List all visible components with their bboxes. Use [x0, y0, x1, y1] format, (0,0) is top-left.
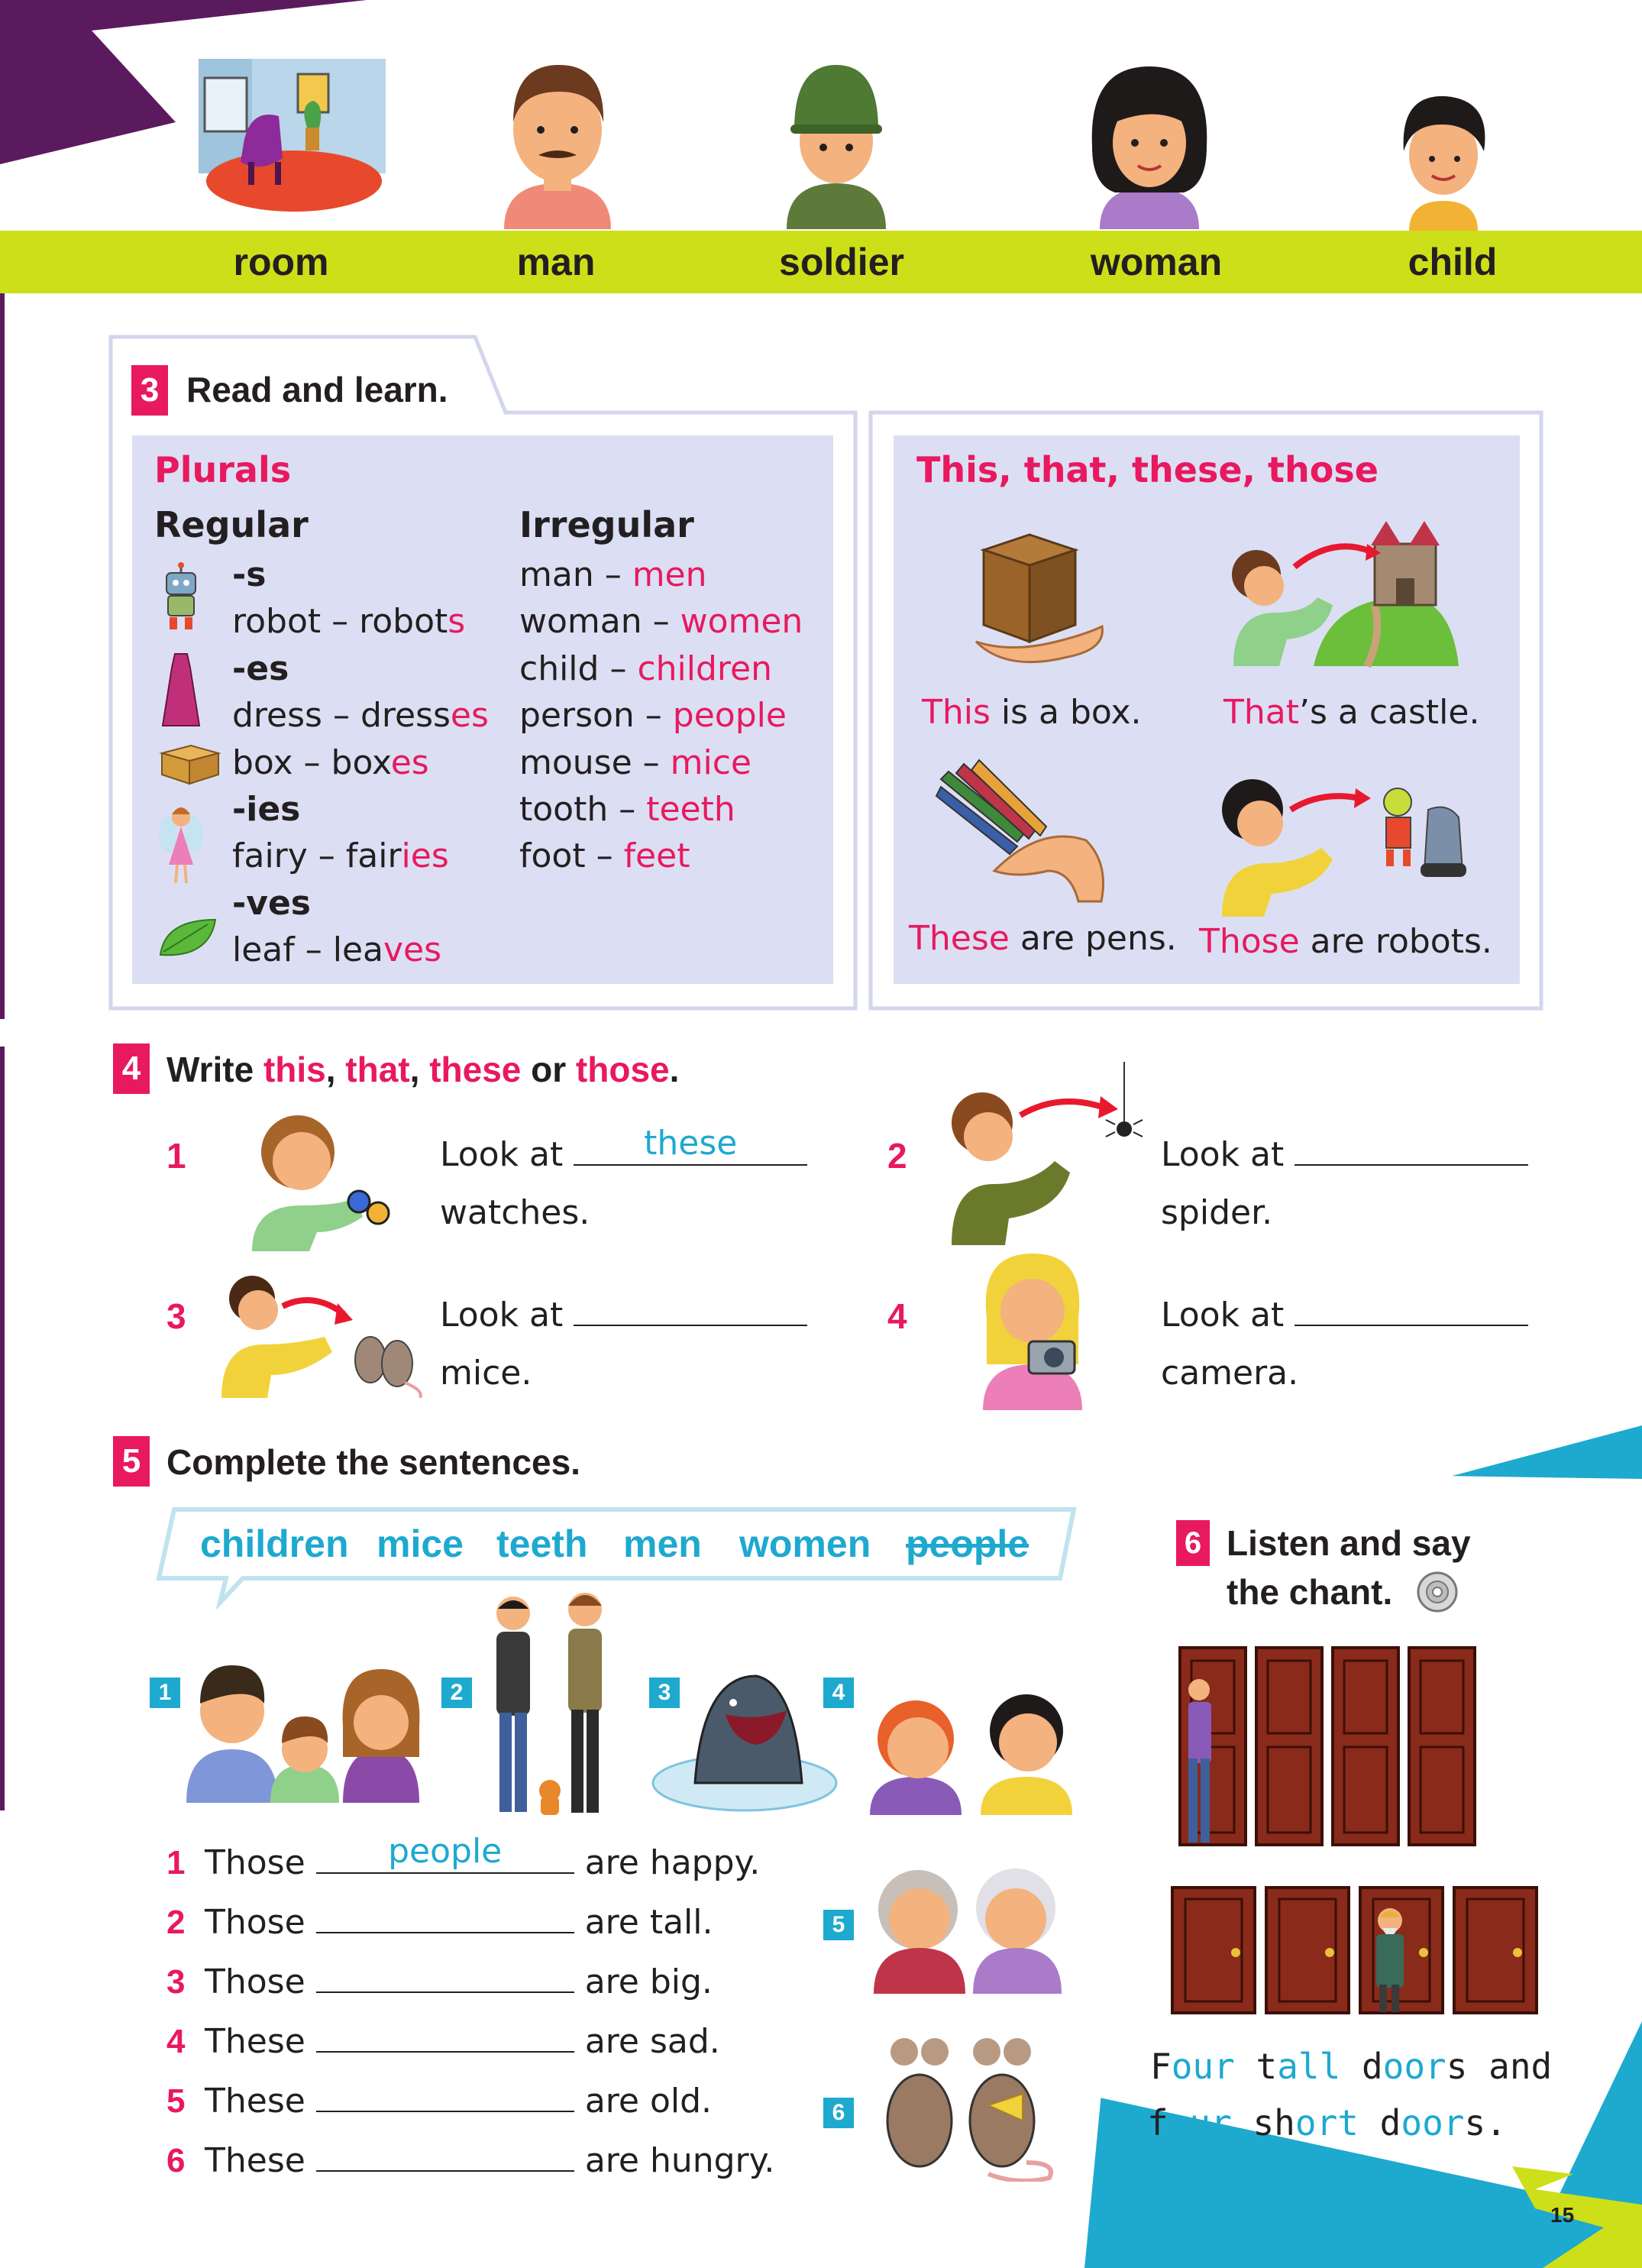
regular-item-fairy: fairy – fairies: [232, 836, 449, 875]
ex5-sentence-1: 1 Those people are happy.: [166, 1832, 761, 1882]
chant-line-2-part-4: ort: [1295, 2102, 1359, 2143]
ex4-answer-blank-1[interactable]: [574, 1124, 807, 1166]
ex5-number-badge: 5: [113, 1436, 150, 1487]
chant-line-1-part-1: F: [1150, 2046, 1172, 2087]
irregular-item-foot: foot – feet: [519, 836, 690, 875]
ex4-item-1-text: Look at these watches.: [440, 1126, 807, 1242]
robot-icon: [159, 562, 203, 633]
left-edge-stripe: [0, 293, 5, 1019]
dress-icon: [162, 652, 200, 729]
pens-in-hand-picture: [933, 756, 1109, 909]
irregular-item-mouse: mouse – mice: [519, 743, 752, 782]
ex5-answer-blank-1[interactable]: [316, 1832, 574, 1874]
boy-pointing-at-castle-picture: [1222, 513, 1459, 681]
ex5-answer-blank-5[interactable]: [316, 2082, 574, 2112]
ex5-pic-label-6: 6: [823, 2098, 854, 2128]
ex4-number-badge: 4: [113, 1043, 150, 1094]
tall-doors-picture: [1176, 1644, 1482, 1850]
irregular-item-child: child – children: [519, 649, 772, 688]
ex4-item-2-number: 2: [887, 1136, 907, 1176]
regular-item-robot: robot – robots: [232, 602, 466, 641]
left-edge-stripe-lower: [0, 1047, 5, 1810]
ex4-answer-1: these: [644, 1124, 738, 1163]
ex3-number-badge: 3: [131, 365, 168, 416]
regular-item-leaf: leaf – leaves: [232, 930, 442, 969]
ex5-pic-label-1: 1: [150, 1678, 180, 1708]
ex5-title: Complete the sentences.: [166, 1442, 580, 1482]
chant-line-2-part-5: d: [1358, 2102, 1401, 2143]
sad-children-picture: [866, 1678, 1080, 1815]
ex4-answer-blank-3[interactable]: [574, 1296, 807, 1326]
suffix-ves: -ves: [232, 884, 311, 923]
vocab-word-soldier: soldier: [779, 241, 904, 283]
ex5-sentence-2: 2 Those are tall.: [166, 1903, 713, 1942]
box-in-hand-picture: [961, 527, 1106, 680]
ex4-item-1-number: 1: [166, 1136, 186, 1176]
chant-line-1-part-7: s and: [1446, 2046, 1553, 2087]
irregular-heading: Irregular: [519, 504, 694, 545]
woman-picture: [1084, 63, 1214, 229]
shark-picture: [649, 1668, 840, 1813]
ex6-title-line2: the chant.: [1227, 1572, 1393, 1612]
ex4-item-4-text: Look at camera.: [1161, 1286, 1528, 1403]
suffix-ies: -ies: [232, 790, 301, 829]
leaf-icon: [157, 917, 218, 959]
short-doors-picture: [1168, 1884, 1543, 2018]
ex4-item-3-number: 3: [166, 1296, 186, 1336]
vocab-word-man: man: [516, 241, 596, 283]
vocab-word-room: room: [233, 241, 329, 283]
girl-pointing-at-robots-picture: [1191, 764, 1497, 917]
irregular-item-woman: woman – women: [519, 602, 803, 641]
box-icon: [156, 739, 221, 785]
demo-sentence-this: This is a box.: [922, 693, 1142, 732]
tall-men-picture: [477, 1590, 622, 1820]
irregular-item-man: man – men: [519, 555, 707, 594]
ex5-sentence-5: 5 These are old.: [166, 2082, 713, 2121]
irregular-item-tooth: tooth – teeth: [519, 790, 735, 829]
chant-line-2: [1147, 2095, 1507, 2151]
girl-with-camera-picture: [964, 1250, 1101, 1410]
ex5-sentence-3: 3 Those are big.: [166, 1962, 713, 2001]
word-box-word-teeth: teeth: [496, 1522, 588, 1565]
ex4-title: Write this, that, these or those.: [166, 1050, 680, 1089]
fairy-icon: [157, 804, 205, 888]
demo-sentence-that: That’s a castle.: [1223, 693, 1480, 732]
hungry-mice-picture: [874, 2021, 1057, 2182]
vocab-word-woman: woman: [1090, 241, 1223, 283]
irregular-item-person: person – people: [519, 696, 787, 735]
word-box-word-mice: mice: [377, 1522, 464, 1565]
room-picture: [191, 55, 393, 215]
old-women-picture: [866, 1856, 1072, 1994]
man-picture: [496, 57, 619, 229]
happy-family-picture: [186, 1658, 431, 1803]
ex5-sentence-4: 4 These are sad.: [166, 2022, 720, 2061]
ex5-answer-blank-6[interactable]: [316, 2141, 574, 2172]
chant-line-2-part-3: sh: [1231, 2102, 1295, 2143]
audio-cd-icon[interactable]: [1416, 1571, 1459, 1613]
child-picture: [1390, 90, 1497, 231]
chant-line-2-part-6: oor: [1401, 2102, 1465, 2143]
regular-item-box: box – boxes: [232, 743, 429, 782]
chant-line-1-part-3: t: [1234, 2046, 1278, 2087]
ex4-answer-blank-4[interactable]: [1295, 1296, 1528, 1326]
ex5-answer-blank-2[interactable]: [316, 1903, 574, 1933]
ex4-item-4-number: 4: [887, 1296, 907, 1336]
chant-line-1: [1150, 2038, 1552, 2095]
ex5-pic-label-5: 5: [823, 1910, 854, 1940]
ex6-number-badge: 6: [1176, 1520, 1210, 1566]
regular-item-dress: dress – dresses: [232, 696, 489, 735]
ex4-item-2-text: Look at spider.: [1161, 1126, 1528, 1242]
ex3-title: Read and learn.: [186, 370, 448, 409]
ex5-answer-1: people: [388, 1832, 503, 1871]
suffix-es: -es: [232, 649, 289, 688]
chant-line-1-part-6: oor: [1382, 2046, 1446, 2087]
chant-line-1-part-2: our: [1171, 2046, 1235, 2087]
girl-with-watches-picture: [237, 1106, 397, 1251]
ex5-answer-blank-4[interactable]: [316, 2022, 574, 2053]
chant-line-2-part-7: s.: [1464, 2102, 1507, 2143]
ex4-item-3-text: Look at mice.: [440, 1286, 807, 1403]
demo-sentence-these: These are pens.: [909, 919, 1177, 958]
chant-line-1-part-5: d: [1340, 2046, 1383, 2087]
ex5-pic-label-4: 4: [823, 1678, 854, 1708]
soldier-picture: [779, 57, 894, 229]
word-box-word-people-crossed: people: [906, 1522, 1029, 1565]
demo-sentence-those: Those are robots.: [1199, 922, 1492, 961]
chant-line-1-part-4: all: [1277, 2046, 1341, 2087]
ex5-pic-label-3: 3: [649, 1678, 680, 1708]
suffix-s: -s: [232, 555, 267, 594]
word-box-word-children: children: [200, 1522, 349, 1565]
ex5-sentence-6: 6 These are hungry.: [166, 2141, 775, 2180]
chant-line-2-part-2: our: [1168, 2102, 1232, 2143]
boy-pointing-at-spider-picture: [929, 1062, 1158, 1245]
chant-line-2-part-1: f: [1147, 2102, 1168, 2143]
ex5-answer-blank-3[interactable]: [316, 1962, 574, 1993]
word-box-word-women: women: [739, 1522, 871, 1565]
word-box-word-men: men: [623, 1522, 702, 1565]
vocab-word-child: child: [1408, 241, 1498, 283]
regular-heading: Regular: [154, 504, 309, 545]
page-number: 15: [1550, 2203, 1575, 2227]
demonstratives-heading: This, that, these, those: [916, 449, 1379, 490]
plurals-heading: Plurals: [154, 449, 292, 490]
boy-pointing-at-mice-picture: [214, 1268, 428, 1398]
ex6-title-line1: Listen and say: [1227, 1523, 1471, 1563]
ex4-answer-blank-2[interactable]: [1295, 1135, 1528, 1166]
ex5-pic-label-2: 2: [441, 1678, 472, 1708]
